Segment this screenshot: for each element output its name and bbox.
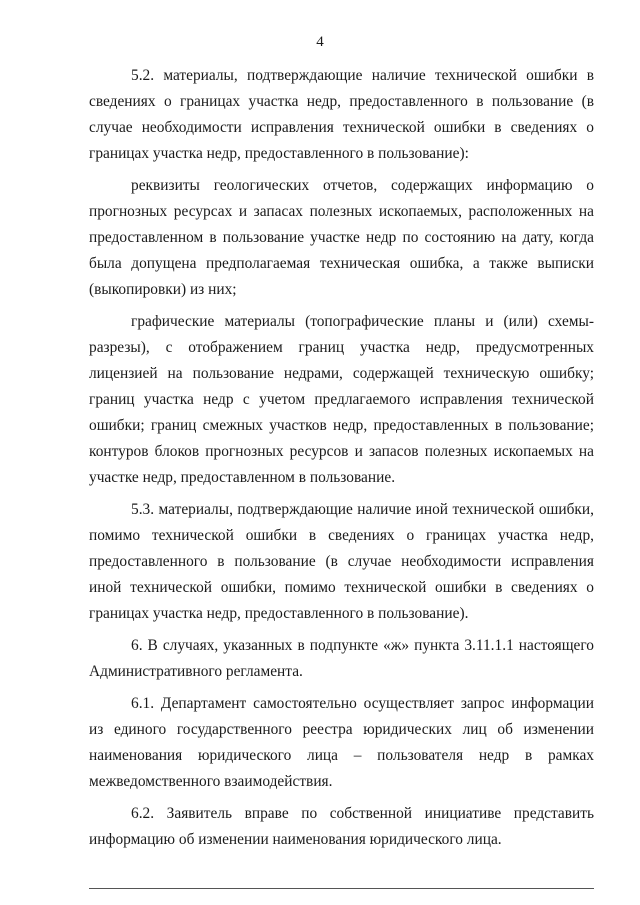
paragraph-graphic-materials: графические материалы (топографические планы и (или) схемы-разрезы), с отображением границ участка недр, предусмотренных лицензией на пользование недрами, содержащей техническую ошибку; границ участка недр с учетом предлагаемого исправления технической ошибки; границ смежных участков недр, предоставленных в пользование; контуров блоков прогнозных ресурсов и запасов полезных ископаемых на участке недр, предоставленном в пользование.: [89, 313, 594, 486]
footer-divider: [89, 888, 594, 889]
paragraph-5-2: 5.2. материалы, подтверждающие наличие технической ошибки в сведениях о границах участка недр, предоставленного в пользование (в случае необходимости исправления технической ошибки в сведениях о границах участка недр, предоставленного в пользование):: [89, 67, 594, 162]
paragraph-6: 6. В случаях, указанных в подпункте «ж» пункта 3.11.1.1 настоящего Административного регламента.: [89, 637, 594, 680]
paragraph-geological-reports: реквизиты геологических отчетов, содержащих информацию о прогнозных ресурсах и запасах полезных ископаемых, расположенных на предоставленном в пользование участке недр по состоянию на дату, когда была допущена предполагаемая техническая ошибка, а также выписки (выкопировки) из них;: [89, 177, 594, 298]
paragraph-6-1: 6.1. Департамент самостоятельно осуществляет запрос информации из единого государственного реестра юридических лиц об изменении наименования юридического лица – пользователя недр в рамках межведомственного взаимодействия.: [89, 695, 594, 790]
document-body: [89, 63, 594, 853]
paragraph-5-3: 5.3. материалы, подтверждающие наличие иной технической ошибки, помимо технической ошибки в сведениях о границах участка недр, предоставленного в пользование (в случае необходимости исправления иной технической ошибки, помимо технической ошибки в сведениях о границах участка недр, предоставленного в пользование).: [89, 501, 594, 622]
page-number: 4: [316, 34, 324, 50]
paragraph-6-2: 6.2. Заявитель вправе по собственной инициативе представить информацию об изменении наименования юридического лица.: [89, 805, 594, 848]
